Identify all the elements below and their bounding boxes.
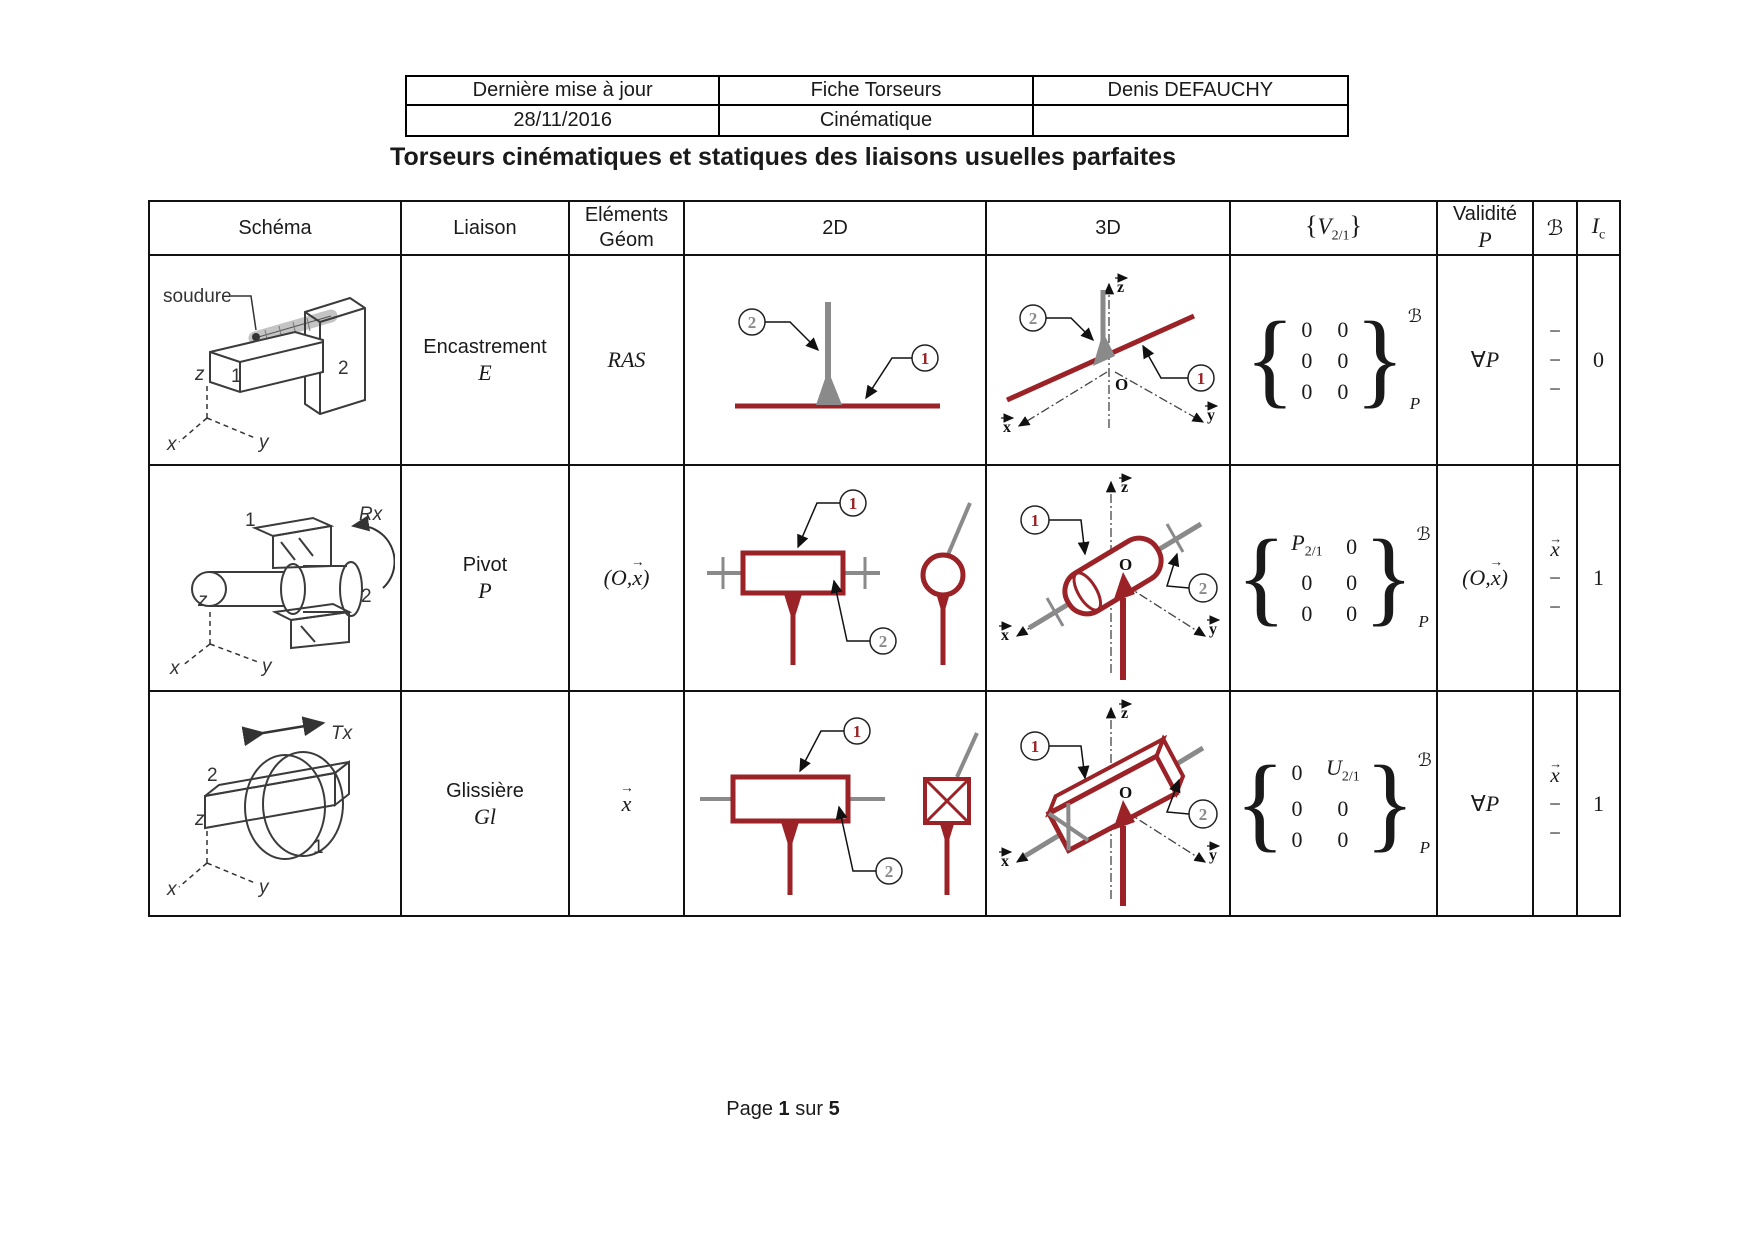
cell-3d-encastrement — [986, 255, 1230, 465]
cell-ic-glissiere: 1 — [1577, 691, 1620, 916]
pivot-housing-bottom — [275, 604, 349, 648]
tick-left — [1047, 598, 1063, 626]
liaison-symbol: Gl — [474, 803, 496, 829]
validite-value: ∀P — [1470, 347, 1500, 372]
slider-body — [733, 777, 848, 821]
svg-text:1: 1 — [852, 721, 862, 741]
page-total: 5 — [828, 1098, 840, 1120]
col-header-validite: Validité P — [1437, 201, 1533, 255]
row-glissiere — [149, 691, 1620, 916]
schema-axes — [179, 827, 255, 887]
axis-label-x: x — [1001, 627, 1009, 644]
callout-1 — [1021, 732, 1085, 778]
axis-label-x: x — [170, 657, 180, 676]
document-header-table — [405, 75, 1349, 137]
axis-label-y: y — [1207, 406, 1215, 424]
part1-label: 1 — [245, 509, 256, 531]
svg-text:2: 2 — [1198, 804, 1208, 824]
torsor-basis: ℬ — [1417, 749, 1432, 771]
axis-label-x: x — [1003, 418, 1011, 436]
cell-3d-glissiere — [986, 691, 1230, 916]
liaison-name: Pivot — [462, 554, 508, 576]
part2-label: 2 — [361, 585, 372, 607]
axis-label-y: y — [259, 432, 269, 453]
cell-validite-encastrement — [1437, 255, 1533, 465]
validite-value: (O,x →) — [1462, 565, 1508, 590]
axis-label-z: z — [195, 809, 205, 830]
cell-ic-encastrement: 0 — [1577, 255, 1620, 465]
part2-label: 2 — [207, 765, 218, 786]
origin-label: O — [1119, 782, 1133, 802]
cell-basis-encastrement — [1533, 255, 1577, 465]
svg-text:2: 2 — [878, 632, 888, 651]
torsor-matrix: { 0 0 0 0 0 0 } ℬ P — [1245, 300, 1422, 419]
part1-label: 1 — [313, 837, 324, 858]
cell-3d-pivot — [986, 465, 1230, 691]
origin-label: O — [1119, 555, 1133, 574]
svg-text:1: 1 — [1196, 368, 1206, 388]
axis-label-z: z — [198, 589, 208, 611]
header-last-update-label: Dernière mise à jour — [407, 77, 720, 106]
cell-torsor-glissiere — [1230, 691, 1437, 916]
basis-column-values: − − − — [1549, 319, 1561, 401]
header-topic: Cinématique — [720, 106, 1033, 135]
fig3d-glissiere — [989, 694, 1227, 909]
cell-basis-pivot — [1533, 465, 1577, 691]
svg-text:1: 1 — [848, 494, 858, 513]
liaison-name: Encastrement — [423, 336, 547, 358]
svg-text:1: 1 — [920, 348, 930, 368]
basis-column-values: x → − − — [1534, 538, 1576, 618]
callout-2 — [1167, 554, 1217, 602]
elements-geom: (O,x →) — [604, 565, 650, 590]
col-header-ic: $I_c$ — [1577, 201, 1620, 255]
basis-column-values: x → − − — [1534, 764, 1576, 844]
cell-validite-glissiere — [1437, 691, 1533, 916]
fig2d-encastrement — [700, 274, 970, 442]
cell-elements-encastrement — [569, 255, 684, 465]
row-pivot — [149, 465, 1620, 691]
cell-ic-pivot: 1 — [1577, 465, 1620, 691]
torsor-point: P — [1418, 612, 1429, 631]
fig2d-glissiere — [685, 699, 985, 904]
elements-geom: x → — [622, 791, 632, 816]
cell-schema-pivot — [149, 465, 401, 691]
header-sheet-name: Fiche Torseurs — [720, 77, 1033, 106]
header-author: Denis DEFAUCHY — [1034, 77, 1347, 106]
axis-label-z: z — [1117, 278, 1125, 296]
col-header-elements: Eléments Géom — [569, 201, 684, 255]
cell-2d-pivot — [684, 465, 986, 691]
liaison-symbol: P — [478, 578, 492, 603]
page-title: Torseurs cinématiques et statiques des liaisons usuelles parfaites — [390, 143, 1176, 171]
torsor-basis: ℬ — [1407, 306, 1422, 327]
col-header-2d: 2D — [684, 201, 986, 255]
torsor-point: P — [1419, 837, 1430, 857]
page-number: 1 — [778, 1098, 790, 1120]
col-header-3d: 3D — [986, 201, 1230, 255]
liaison-symbol: E — [478, 360, 492, 385]
callout-1 — [1143, 346, 1214, 391]
pivot-side-view — [923, 503, 970, 665]
part2-label: 2 — [338, 358, 349, 379]
col-header-schema: Schéma — [149, 201, 401, 255]
callout-2 — [739, 309, 818, 350]
cell-liaison-encastrement — [401, 255, 569, 465]
rx-label: Rx — [359, 503, 383, 525]
schema-figure-encastrement — [155, 260, 395, 455]
slider-side-view — [925, 733, 977, 895]
axis-label-y: y — [262, 655, 272, 676]
cell-torsor-pivot — [1230, 465, 1437, 691]
schema-part-1-bar — [210, 332, 323, 392]
cell-liaison-glissiere — [401, 691, 569, 916]
fig3d-encastrement — [989, 268, 1227, 448]
col-header-basis: ℬ — [1533, 201, 1577, 255]
axis-label-y: y — [259, 877, 269, 898]
col-header-torseur: $\{V_{2/1}\}$ — [1230, 201, 1437, 255]
axis-label-y: y — [1209, 621, 1217, 638]
origin-label: O — [1115, 374, 1129, 394]
fig2d-pivot — [685, 473, 985, 678]
slider-prism — [1043, 739, 1188, 851]
cell-liaison-pivot — [401, 465, 569, 691]
svg-text:1: 1 — [1030, 736, 1040, 756]
header-empty-cell — [1034, 106, 1347, 135]
torsor-basis: ℬ — [1416, 524, 1431, 545]
svg-text:1: 1 — [1030, 511, 1040, 530]
callout-1 — [800, 718, 870, 771]
liaisons-table — [148, 200, 1621, 917]
axis-label-x: x — [167, 879, 177, 900]
axis-label-y: y — [1209, 846, 1217, 864]
cell-2d-glissiere — [684, 691, 986, 916]
schema-figure-pivot — [155, 476, 395, 676]
pivot-shaft — [192, 562, 362, 616]
prism — [205, 762, 349, 828]
torsor-point: P — [1409, 394, 1421, 413]
pivot-cylinder — [1057, 530, 1169, 621]
callout-2 — [1020, 305, 1093, 340]
cell-schema-encastrement — [149, 255, 401, 465]
validite-value: ∀P — [1470, 790, 1500, 816]
cell-elements-glissiere — [569, 691, 684, 916]
svg-text:2: 2 — [1028, 308, 1038, 328]
page-footer: Page 1 sur 5 — [726, 1098, 840, 1120]
cell-basis-glissiere — [1533, 691, 1577, 916]
part1-label: 1 — [231, 366, 242, 387]
axis-label-z: z — [1121, 479, 1129, 496]
row-encastrement — [149, 255, 1620, 465]
svg-text:2: 2 — [747, 312, 757, 332]
tx-label: Tx — [331, 723, 353, 744]
axis-label-z: z — [195, 364, 205, 385]
elements-geom: RAS — [607, 347, 646, 372]
fig3d-pivot — [989, 468, 1227, 683]
svg-text:2: 2 — [884, 861, 894, 881]
callout-1 — [866, 345, 938, 398]
tx-translation-arrow — [263, 723, 323, 733]
rx-rotation-arrow — [353, 525, 395, 587]
torsor-matrix: { 0 $U_{2/1}$ 0 0 0 0 } ℬ P — [1235, 744, 1432, 862]
schema-figure-glissiere — [155, 701, 395, 901]
schema-axes — [182, 608, 258, 666]
svg-text:2: 2 — [1198, 579, 1208, 598]
weld-label: soudure — [163, 286, 232, 307]
cell-elements-pivot — [569, 465, 684, 691]
pivot-housing-top — [255, 518, 331, 568]
callout-1 — [798, 490, 866, 547]
cell-torsor-encastrement — [1230, 255, 1437, 465]
table-header-row — [149, 201, 1620, 255]
cell-2d-encastrement — [684, 255, 986, 465]
cell-validite-pivot — [1437, 465, 1533, 691]
liaison-name: Glissière — [446, 779, 524, 802]
header-date: 28/11/2016 — [407, 106, 720, 135]
torsor-matrix: { $P_{2/1}$ 0 0 0 0 0 } ℬ P — [1236, 518, 1431, 637]
callout-1 — [1021, 506, 1085, 554]
axis-label-z: z — [1121, 704, 1129, 722]
axis-label-x: x — [1001, 852, 1009, 870]
cell-schema-glissiere — [149, 691, 401, 916]
axis-label-x: x — [167, 434, 177, 455]
pivot-body — [743, 553, 843, 593]
col-header-liaison: Liaison — [401, 201, 569, 255]
